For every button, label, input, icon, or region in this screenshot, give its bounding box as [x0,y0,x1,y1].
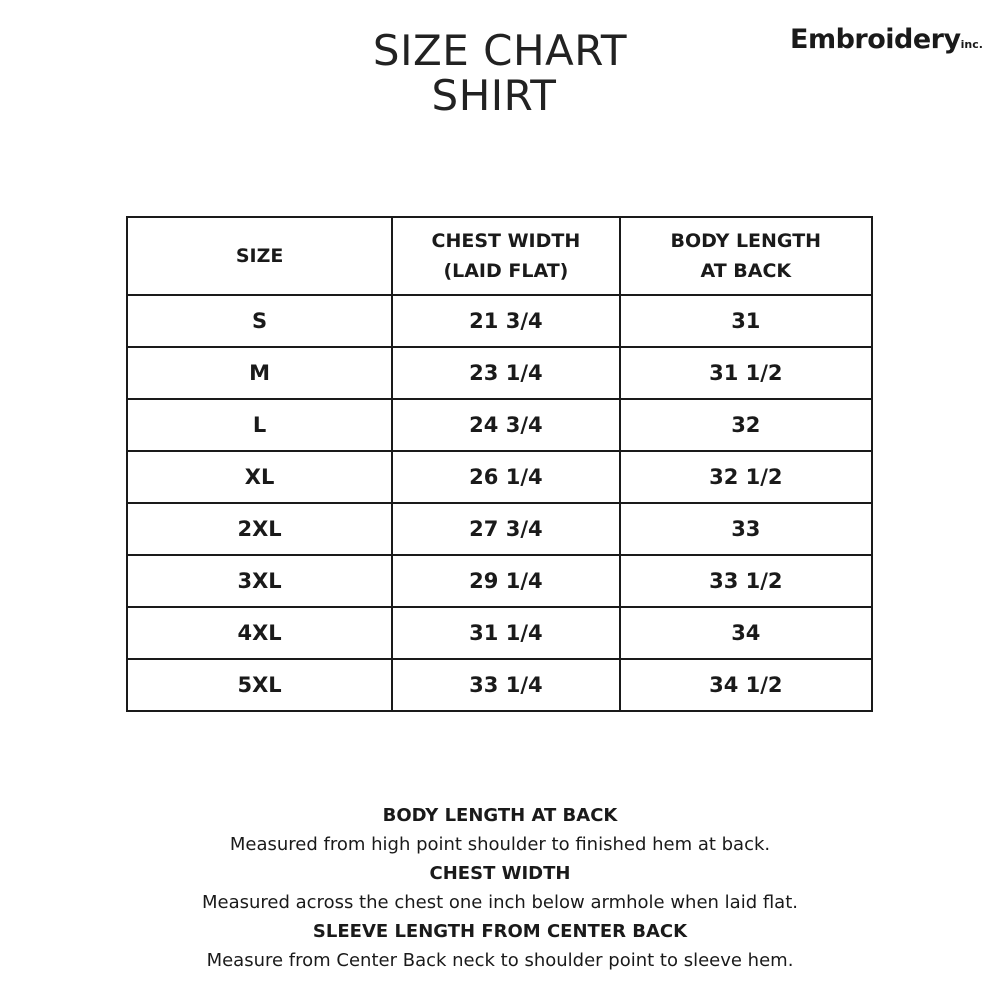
table-row [127,607,872,659]
note-text-body-length: Measured from high point shoulder to finished hem at back. [229,834,771,855]
cell-length: 33 1/2 [620,555,872,607]
size-chart-table [126,216,873,712]
cell-size: 4XL [127,607,392,659]
header-chest-width [392,217,619,295]
logo-brand-text: Embroidery [790,24,961,55]
cell-size: L [127,399,392,451]
note-text-sleeve-length: Measure from Center Back neck to shoulder point to sleeve hem. [206,950,794,971]
brand-logo [790,24,990,64]
measurement-notes [0,801,1000,975]
header-chest-line1: CHEST WIDTH [431,230,581,252]
header-chest-line2: (LAID FLAT) [443,260,569,282]
table-row [127,555,872,607]
cell-length: 32 [620,399,872,451]
cell-length: 32 1/2 [620,451,872,503]
cell-length: 31 [620,295,872,347]
table-row [127,503,872,555]
table-row [127,659,872,711]
cell-chest: 26 1/4 [392,451,619,503]
cell-chest: 21 3/4 [392,295,619,347]
cell-length: 31 1/2 [620,347,872,399]
table-row [127,451,872,503]
header-length-line2: AT BACK [700,260,792,282]
table-header-row [127,217,872,295]
cell-length: 33 [620,503,872,555]
header-size-label: SIZE [235,245,284,267]
cell-chest: 31 1/4 [392,607,619,659]
table-row [127,295,872,347]
note-heading-body-length: BODY LENGTH AT BACK [382,805,618,826]
table-row [127,347,872,399]
cell-size: 5XL [127,659,392,711]
note-heading-sleeve-length: SLEEVE LENGTH FROM CENTER BACK [312,921,688,942]
cell-chest: 23 1/4 [392,347,619,399]
cell-chest: 24 3/4 [392,399,619,451]
cell-chest: 27 3/4 [392,503,619,555]
cell-chest: 33 1/4 [392,659,619,711]
title-line-shirt: SHIRT [431,71,557,120]
cell-length: 34 1/2 [620,659,872,711]
note-text-chest-width: Measured across the chest one inch below armhole when laid flat. [201,892,798,913]
logo-suffix-text: inc. [960,38,983,51]
header-length-line1: BODY LENGTH [670,230,822,252]
title-line-size-chart: SIZE CHART [372,26,628,75]
header-body-length [620,217,872,295]
cell-size: 3XL [127,555,392,607]
cell-size: S [127,295,392,347]
table-row [127,399,872,451]
cell-size: M [127,347,392,399]
cell-length: 34 [620,607,872,659]
cell-size: XL [127,451,392,503]
cell-chest: 29 1/4 [392,555,619,607]
cell-size: 2XL [127,503,392,555]
note-heading-chest-width: CHEST WIDTH [429,863,571,884]
header-size [127,217,392,295]
